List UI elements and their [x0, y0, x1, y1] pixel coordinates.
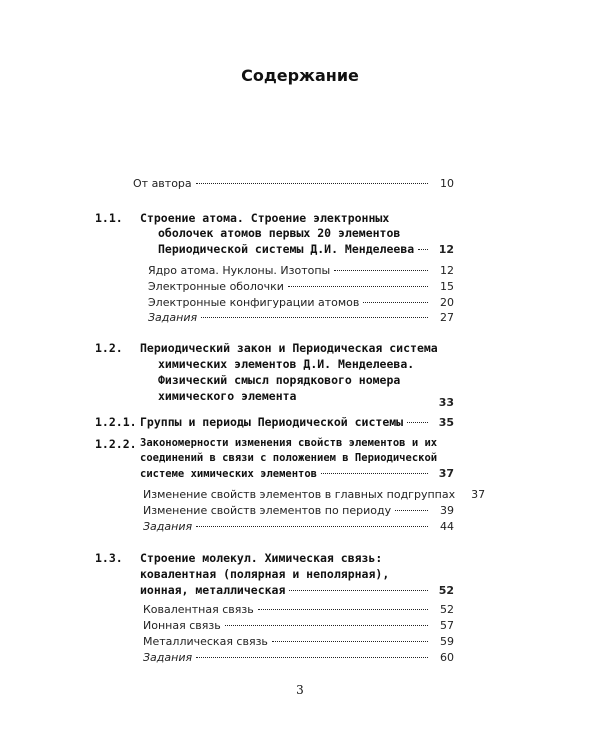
toc-subentry[interactable]	[143, 504, 454, 517]
toc-entry-page: 33	[438, 396, 454, 409]
toc-entry-label: Ионная связь	[143, 619, 221, 632]
toc-entry-label: Ядро атома. Нуклоны. Изотопы	[148, 264, 331, 277]
section-title-line: Периодической системы Д.И. Менделеева	[158, 242, 415, 256]
toc-entry-page: 27	[440, 311, 454, 324]
toc-entry-label: Электронные оболочки	[148, 280, 284, 293]
toc-subentry[interactable]	[143, 651, 454, 664]
section-title-line: Периодический закон и Периодическая система	[140, 341, 438, 355]
toc-entry-page: 59	[440, 635, 454, 648]
toc-entry-page: 35	[438, 416, 454, 429]
toc-entry-page: 37	[471, 488, 486, 501]
toc-subentry[interactable]	[148, 296, 454, 309]
toc-entry-page: 52	[440, 603, 454, 616]
dot-leader	[395, 509, 428, 511]
toc-entry-page: 39	[440, 504, 454, 517]
section-title-line: соединений в связи с положением в Периодической	[140, 452, 438, 464]
page-number: 3	[296, 683, 304, 697]
dot-leader	[288, 285, 428, 287]
toc-entry-section-1-3[interactable]	[140, 583, 454, 597]
section-number: 1.2.	[95, 341, 123, 355]
toc-entry-page: 37	[438, 467, 454, 480]
section-title-line: ионная, металлическая	[140, 583, 286, 597]
dot-leader	[196, 525, 428, 527]
toc-subentry[interactable]	[148, 264, 454, 277]
toc-entry-label: Ковалентная связь	[143, 603, 254, 616]
section-title-line: Строение молекул. Химическая связь:	[140, 551, 383, 565]
toc-subentry[interactable]	[143, 619, 454, 632]
dot-leader	[363, 301, 428, 303]
section-title-line: химического элемента	[158, 389, 297, 403]
dot-leader	[334, 269, 428, 271]
toc-entry-page: 10	[440, 177, 454, 190]
toc-subentry[interactable]	[143, 635, 454, 648]
dot-leader	[201, 316, 428, 318]
toc-entry-label: Задания	[143, 651, 193, 664]
dot-leader	[321, 472, 428, 474]
toc-entry-label: Задания	[143, 520, 193, 533]
toc-entry-page: 20	[440, 296, 454, 309]
dot-leader	[289, 589, 428, 591]
dot-leader	[418, 248, 428, 250]
section-title-line: оболочек атомов первых 20 элементов	[158, 226, 401, 240]
toc-entry-section-1-2-1[interactable]	[140, 415, 454, 429]
section-number: 1.2.1.	[95, 415, 137, 429]
toc-subentry[interactable]	[148, 280, 454, 293]
section-title-line: Закономерности изменения свойств элементов и их	[140, 437, 438, 449]
page-title: Содержание	[241, 66, 359, 85]
section-title-line: системе химических элементов	[140, 468, 318, 480]
dot-leader	[196, 182, 428, 184]
toc-entry-page: 60	[440, 651, 454, 664]
toc-entry-section-1-2[interactable]	[158, 389, 454, 409]
section-title-line: химических элементов Д.И. Менделеева.	[158, 357, 415, 371]
toc-entry-page: 12	[440, 264, 454, 277]
toc-entry-label: Изменение свойств элементов по периоду	[143, 504, 392, 517]
toc-subentry[interactable]	[143, 488, 486, 501]
toc-entry-section-1-1[interactable]	[158, 242, 454, 256]
toc-entry-section-1-2-2[interactable]	[140, 467, 454, 480]
toc-entry-label: Электронные конфигурации атомов	[148, 296, 360, 309]
toc-entry-page: 44	[440, 520, 454, 533]
dot-leader	[272, 640, 428, 642]
toc-entry-page: 12	[438, 243, 454, 256]
toc-subentry[interactable]	[143, 520, 454, 533]
toc-entry-label: Задания	[148, 311, 198, 324]
toc-subentry[interactable]	[143, 603, 454, 616]
toc-entry-label: От автора	[133, 177, 192, 190]
section-title-line: Группы и периоды Периодической системы	[140, 415, 404, 429]
section-title-line: Строение атома. Строение электронных	[140, 211, 390, 225]
toc-entry-page: 52	[438, 584, 454, 597]
toc-entry-page: 57	[440, 619, 454, 632]
dot-leader	[258, 608, 428, 610]
dot-leader	[196, 656, 428, 658]
dot-leader	[300, 396, 428, 397]
section-number: 1.3.	[95, 551, 123, 565]
toc-entry-page: 15	[440, 280, 454, 293]
toc-entry-label: Изменение свойств элементов в главных подгруппах	[143, 488, 456, 501]
section-title-line: ковалентная (полярная и неполярная),	[140, 567, 390, 581]
toc-entry-label: Металлическая связь	[143, 635, 268, 648]
toc-entry-preface[interactable]	[133, 177, 454, 190]
dot-leader	[225, 624, 428, 626]
section-title-line: Физический смысл порядкового номера	[158, 373, 401, 387]
dot-leader	[407, 421, 428, 423]
section-number: 1.2.2.	[95, 437, 137, 451]
section-number: 1.1.	[95, 211, 123, 225]
toc-subentry[interactable]	[148, 311, 454, 324]
